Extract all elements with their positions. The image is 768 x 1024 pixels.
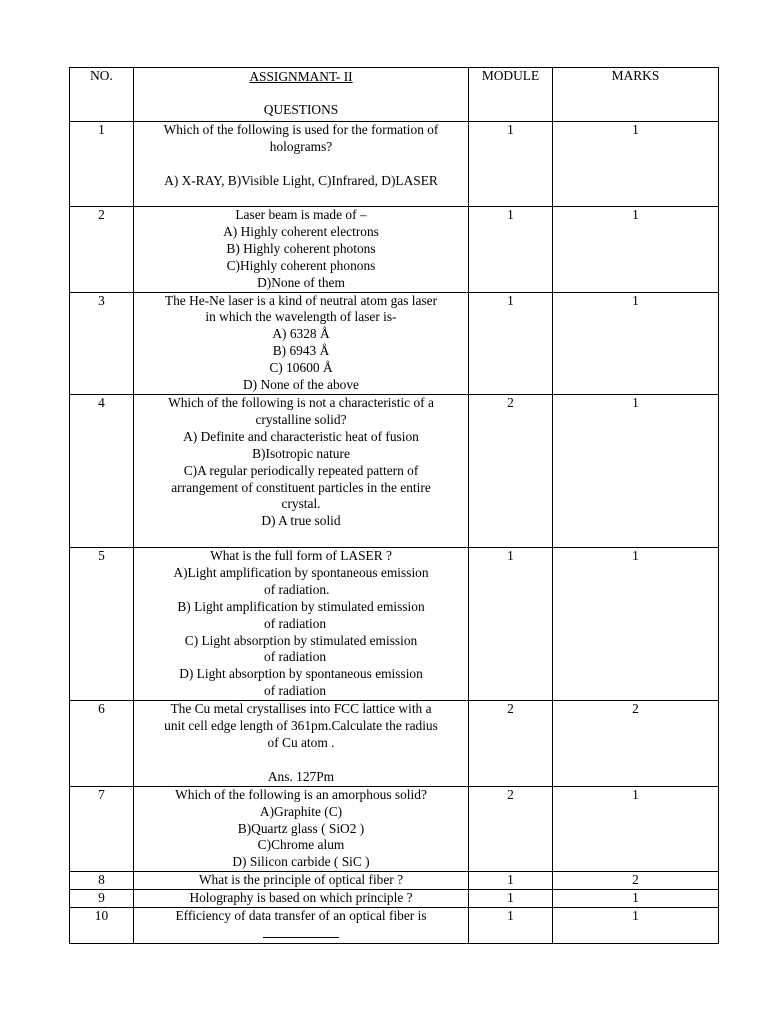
question-line: of radiation: [264, 649, 327, 665]
question-line: D) A true solid: [261, 513, 341, 529]
question-line: B) Light amplification by stimulated emission: [177, 598, 425, 614]
question-line: B)Isotropic nature: [252, 445, 350, 461]
module-value: 1: [469, 872, 553, 890]
question-line: A)Light amplification by spontaneous emission: [173, 564, 429, 580]
question-text: [134, 872, 469, 890]
table-header-row: [70, 68, 719, 122]
question-line: B) 6943 Å: [272, 343, 330, 359]
marks-value: 1: [553, 890, 719, 908]
question-number: 5: [70, 547, 134, 700]
answer-blank-line: [263, 925, 339, 938]
question-line: D) Light absorption by spontaneous emission: [179, 666, 423, 682]
question-line: crystalline solid?: [255, 411, 347, 427]
table-row: [70, 547, 719, 700]
question-line: Holography is based on which principle ?: [189, 890, 413, 906]
question-line: C)Highly coherent phonons: [226, 257, 376, 273]
question-line: D)None of them: [257, 274, 345, 290]
question-text: [134, 701, 469, 787]
question-line: arrangement of constituent particles in the entire: [171, 479, 431, 495]
table-row: [70, 394, 719, 547]
question-line: holograms?: [269, 138, 333, 154]
header-marks: MARKS: [553, 68, 719, 122]
question-line: Laser beam is made of –: [235, 207, 367, 222]
marks-value: 1: [553, 547, 719, 700]
header-module: MODULE: [469, 68, 553, 122]
question-line: C) 10600 Å: [269, 360, 333, 376]
question-line: C)A regular periodically repeated pattern of: [183, 462, 419, 478]
question-line: unit cell edge length of 361pm.Calculate the radius: [164, 718, 438, 734]
question-text: [134, 207, 469, 293]
table-row: [70, 292, 719, 394]
module-value: 1: [469, 122, 553, 207]
question-number: 10: [70, 908, 134, 944]
table-row: [70, 122, 719, 207]
question-text: [134, 890, 469, 908]
question-blank-line: [134, 752, 468, 769]
module-value: 2: [469, 701, 553, 787]
table-row: [70, 701, 719, 787]
question-line: B) Highly coherent photons: [226, 240, 376, 256]
question-line: in which the wavelength of laser is-: [205, 309, 397, 325]
question-text: [134, 122, 469, 207]
question-line: A) 6328 Å: [272, 326, 330, 342]
marks-value: 1: [553, 207, 719, 293]
question-blank-line: [134, 156, 468, 173]
table-row: [70, 872, 719, 890]
question-line: B)Quartz glass ( SiO2 ): [237, 820, 365, 836]
question-line: A) X-RAY, B)Visible Light, C)Infrared, D)LASER: [164, 172, 438, 188]
marks-value: 1: [553, 122, 719, 207]
module-value: 2: [469, 394, 553, 547]
question-line: What is the full form of LASER ?: [210, 547, 392, 563]
question-number: 2: [70, 207, 134, 293]
question-line: The He-Ne laser is a kind of neutral atom gas laser: [164, 292, 438, 308]
question-line: C) Light absorption by stimulated emission: [184, 632, 418, 648]
header-no: NO.: [70, 68, 134, 122]
header-questions: QUESTIONS: [263, 101, 339, 117]
question-line: D) None of the above: [242, 377, 359, 393]
module-value: 1: [469, 292, 553, 394]
question-number: 4: [70, 394, 134, 547]
question-line: Which of the following is an amorphous solid?: [175, 786, 427, 802]
question-number: 1: [70, 122, 134, 207]
question-text: [134, 547, 469, 700]
question-line: of radiation.: [264, 581, 330, 597]
question-line: C)Chrome alum: [257, 837, 345, 853]
marks-value: 1: [553, 786, 719, 872]
module-value: 1: [469, 207, 553, 293]
question-line: Which of the following is used for the formation of: [163, 122, 439, 137]
question-line: Efficiency of data transfer of an optical fiber is: [175, 908, 427, 924]
question-line: A)Graphite (C): [259, 803, 343, 819]
question-text: [134, 394, 469, 547]
marks-value: 2: [553, 872, 719, 890]
table-row: [70, 786, 719, 872]
question-line: Ans. 127Pm: [267, 768, 335, 784]
question-line: of radiation: [264, 615, 327, 631]
assignment-title: ASSIGNMANT- II: [249, 69, 353, 84]
question-number: 7: [70, 786, 134, 872]
question-line: The Cu metal crystallises into FCC lattice with a: [170, 701, 432, 717]
header-questions-cell: [134, 68, 469, 122]
marks-value: 1: [553, 394, 719, 547]
question-text: [134, 786, 469, 872]
question-line: A) Definite and characteristic heat of fusion: [183, 428, 419, 444]
question-line: of radiation: [264, 683, 327, 699]
table-row: [70, 908, 719, 944]
question-text: [134, 292, 469, 394]
question-text: [134, 908, 469, 944]
question-line: Which of the following is not a characteristic of a: [168, 394, 434, 410]
question-line: What is the principle of optical fiber ?: [198, 872, 404, 888]
table-row: [70, 207, 719, 293]
module-value: 1: [469, 890, 553, 908]
question-number: 9: [70, 890, 134, 908]
marks-value: 1: [553, 292, 719, 394]
question-line: A) Highly coherent electrons: [223, 223, 379, 239]
marks-value: 1: [553, 908, 719, 944]
module-value: 1: [469, 908, 553, 944]
marks-value: 2: [553, 701, 719, 787]
question-line: D) Silicon carbide ( SiC ): [232, 854, 370, 870]
question-number: 8: [70, 872, 134, 890]
question-line: of Cu atom .: [267, 734, 335, 750]
module-value: 1: [469, 547, 553, 700]
question-number: 6: [70, 701, 134, 787]
table-row: [70, 890, 719, 908]
question-number: 3: [70, 292, 134, 394]
assignment-table: [69, 67, 719, 944]
module-value: 2: [469, 786, 553, 872]
question-line: crystal.: [281, 496, 321, 512]
